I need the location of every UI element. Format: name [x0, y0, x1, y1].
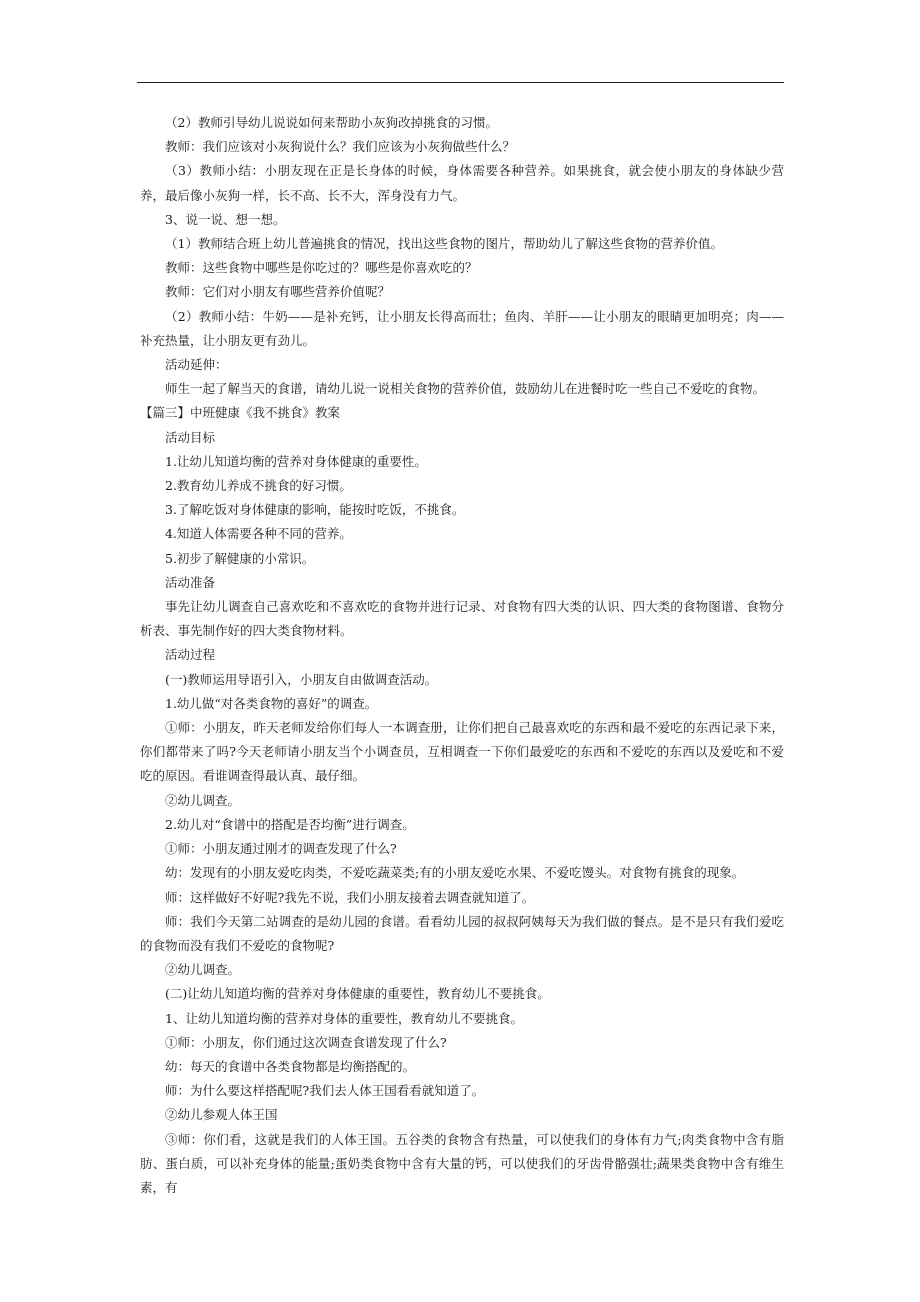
paragraph: 师生一起了解当天的食谱，请幼儿说一说相关食物的营养价值，鼓励幼儿在进餐时吃一些自己不爱吃的食物。 — [165, 381, 766, 397]
paragraph: 活动延伸： — [165, 357, 228, 373]
paragraph: 2.幼儿对“食谱中的搭配是否均衡”进行调查。 — [165, 816, 415, 832]
paragraph: 活动目标 — [165, 429, 216, 445]
paragraph: （1）教师结合班上幼儿普遍挑食的情况，找出这些食物的图片，帮助幼儿了解这些食物的营养价值。 — [165, 236, 723, 252]
paragraph: ①师：小朋友，昨天老师发给你们每人一本调查册，让你们把自己最喜欢吃的东西和最不爱吃的东西记录下来，你们都带来了吗?今天老师请小朋友当个小调查员，互相调查一下你们最爱吃的东西和不爱吃的东西以及爱吃和不爱吃的原因。看谁调查得最认真、最仔细。 — [140, 720, 784, 784]
paragraph: 1.让幼儿知道均衡的营养对身体健康的重要性。 — [165, 453, 427, 469]
paragraph: ①师：小朋友，你们通过这次调查食谱发现了什么? — [165, 1034, 447, 1050]
paragraph: 3.了解吃饭对身体健康的影响，能按时吃饭，不挑食。 — [165, 502, 465, 518]
document-body — [140, 111, 784, 1200]
paragraph: ②幼儿调查。 — [165, 792, 241, 808]
section-heading: 【篇三】中班健康《我不挑食》教案 — [140, 405, 341, 421]
paragraph: 教师：我们应该对小灰狗说什么？我们应该为小灰狗做些什么？ — [165, 139, 516, 155]
paragraph: 教师：它们对小朋友有哪些营养价值呢？ — [165, 284, 391, 300]
paragraph: 4.知道人体需要各种不同的营养。 — [165, 526, 352, 542]
paragraph: （2）教师小结：牛奶——是补充钙，让小朋友长得高而壮；鱼肉、羊肝——让小朋友的眼睛更加明亮；肉——补充热量，让小朋友更有劲儿。 — [140, 308, 784, 348]
paragraph: ②幼儿调查。 — [165, 962, 241, 978]
paragraph: ③师：你们看，这就是我们的人体王国。五谷类的食物含有热量，可以使我们的身体有力气;肉类食物中含有脂肪、蛋白质，可以补充身体的能量;蛋奶类食物中含有大量的钙，可以使我们的牙齿骨骼强壮;蔬果类食物中含有维生素，有 — [140, 1131, 784, 1195]
paragraph: 活动准备 — [165, 574, 216, 590]
paragraph: 1、让幼儿知道均衡的营养对身体的重要性，教育幼儿不要挑食。 — [165, 1010, 523, 1026]
paragraph: 师：我们今天第二站调查的是幼儿园的食谱。看看幼儿园的叔叔阿姨每天为我们做的餐点。是不是只有我们爱吃的食物而没有我们不爱吃的食物呢? — [140, 913, 784, 953]
paragraph: 事先让幼儿调查自己喜欢吃和不喜欢吃的食物并进行记录、对食物有四大类的认识、四大类的食物图谱、食物分析表、事先制作好的四大类食物材料。 — [140, 599, 784, 639]
paragraph: 师：为什么要这样搭配呢?我们去人体王国看看就知道了。 — [165, 1083, 485, 1099]
header-rule — [137, 82, 784, 83]
paragraph: （3）教师小结：小朋友现在正是长身体的时候，身体需要各种营养。如果挑食，就会使小朋友的身体缺少营养，最后像小灰狗一样，长不高、长不大，浑身没有力气。 — [140, 163, 784, 203]
paragraph: 师：这样做好不好呢?我先不说，我们小朋友接着去调查就知道了。 — [165, 889, 535, 905]
paragraph: 3、说一说、想一想。 — [165, 211, 286, 227]
paragraph: ①师：小朋友通过刚才的调查发现了什么? — [165, 841, 397, 857]
paragraph: 幼：每天的食谱中各类食物都是均衡搭配的。 — [165, 1058, 416, 1074]
paragraph: （2）教师引导幼儿说说如何来帮助小灰狗改掉挑食的习惯。 — [165, 115, 498, 130]
paragraph: ②幼儿参观人体王国 — [165, 1107, 278, 1123]
paragraph: 幼：发现有的小朋友爱吃肉类，不爱吃蔬菜类;有的小朋友爱吃水果、不爱吃馒头。对食物有挑食的现象。 — [165, 865, 745, 881]
paragraph: 5.初步了解健康的小常识。 — [165, 550, 315, 566]
paragraph: (二)让幼儿知道均衡的营养对身体健康的重要性，教育幼儿不要挑食。 — [165, 986, 550, 1002]
paragraph: 1.幼儿做“对各类食物的喜好”的调查。 — [165, 695, 378, 711]
paragraph: (一)教师运用导语引入，小朋友自由做调查活动。 — [165, 671, 438, 687]
paragraph: 活动过程 — [165, 647, 216, 663]
paragraph: 2.教育幼儿养成不挑食的好习惯。 — [165, 478, 352, 494]
paragraph: 教师：这些食物中哪些是你吃过的？哪些是你喜欢吃的？ — [165, 260, 478, 276]
